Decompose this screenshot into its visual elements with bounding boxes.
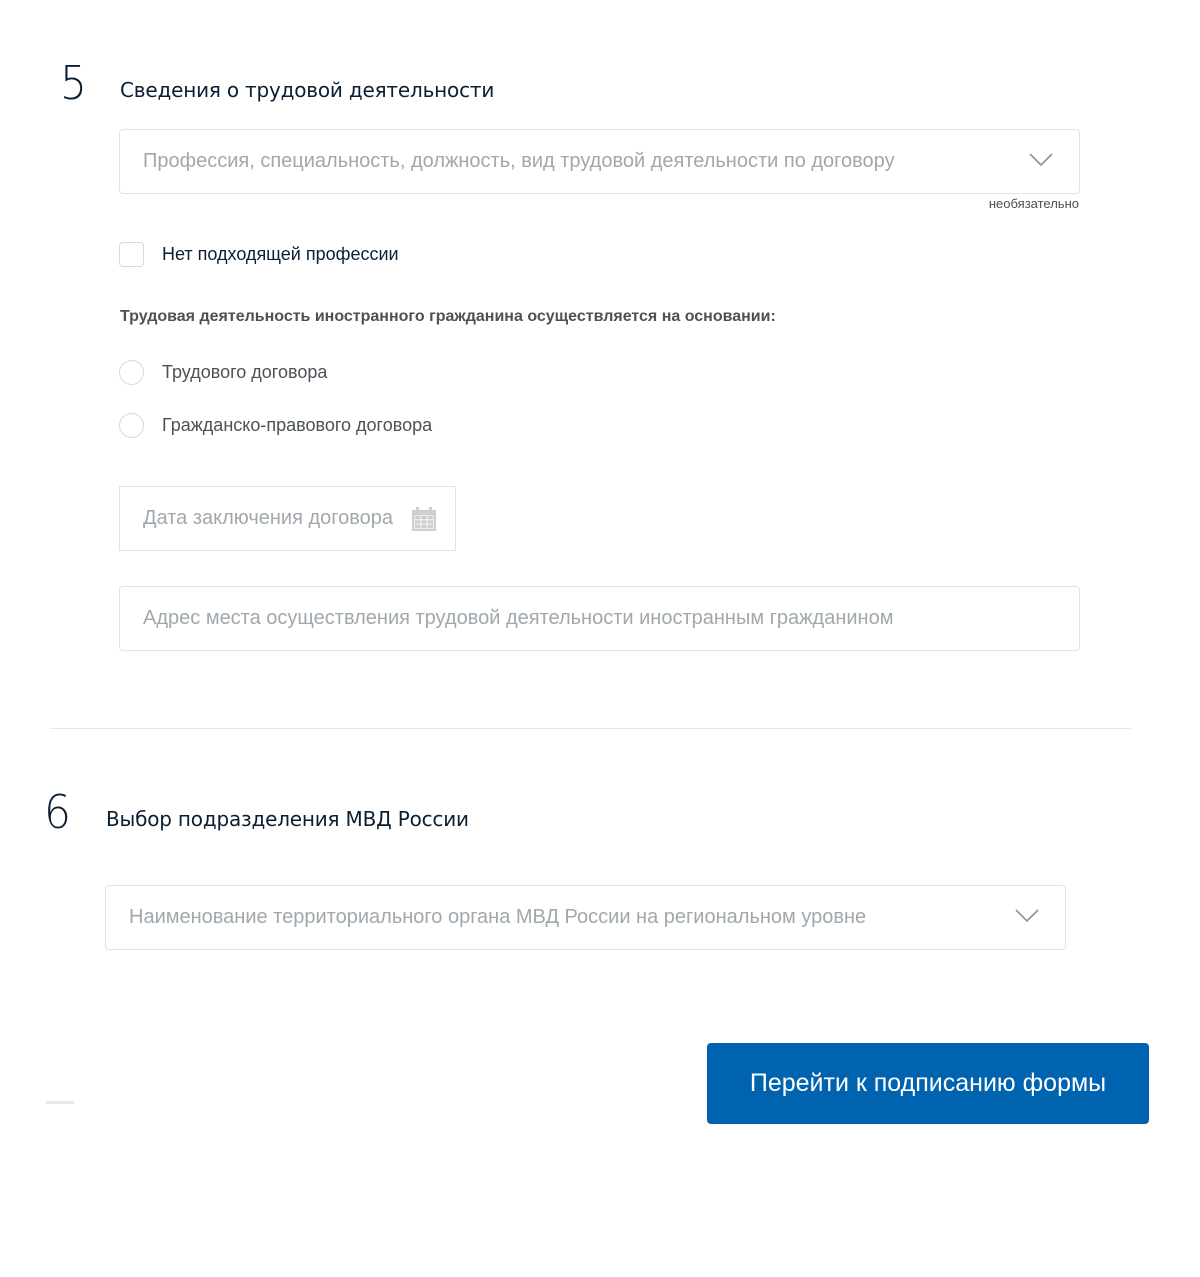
no-profession-checkbox-row[interactable] [119,242,399,267]
work-address-placeholder: Адрес места осуществления трудовой деятельности иностранным гражданином [143,607,894,629]
mvd-office-select[interactable] [105,885,1066,950]
radio-button[interactable] [119,360,144,385]
mvd-office-placeholder: Наименование территориального органа МВД России на региональном уровне [129,906,867,928]
chevron-down-icon [1015,908,1039,924]
contract-date-input[interactable] [119,486,456,551]
decorative-dash [46,1101,74,1104]
no-profession-checkbox[interactable] [119,242,144,267]
step-number-6: 6 [44,785,71,839]
section-title-mvd: Выбор подразделения МВД России [106,807,469,831]
calendar-icon[interactable] [411,506,437,532]
profession-select[interactable] [119,129,1080,194]
radio-civil-contract[interactable] [119,413,432,438]
optional-hint: необязательно [988,196,1079,211]
employment-basis-label: Трудовая деятельность иностранного гражданина осуществляется на основании: [120,308,776,325]
contract-date-placeholder: Дата заключения договора [143,507,394,529]
radio-label: Трудового договора [162,362,328,382]
go-to-signing-button[interactable]: Перейти к подписанию формы [707,1043,1149,1124]
section-divider [50,728,1131,729]
radio-button[interactable] [119,413,144,438]
work-address-input[interactable] [119,586,1080,651]
section-title-employment: Сведения о трудовой деятельности [120,78,495,102]
chevron-down-icon [1029,152,1053,168]
profession-select-placeholder: Профессия, специальность, должность, вид трудовой деятельности по договору [143,150,895,172]
radio-label: Гражданско-правового договора [162,415,433,435]
radio-employment-contract[interactable] [119,360,327,385]
step-number-5: 5 [60,56,87,110]
no-profession-label: Нет подходящей профессии [162,244,399,264]
